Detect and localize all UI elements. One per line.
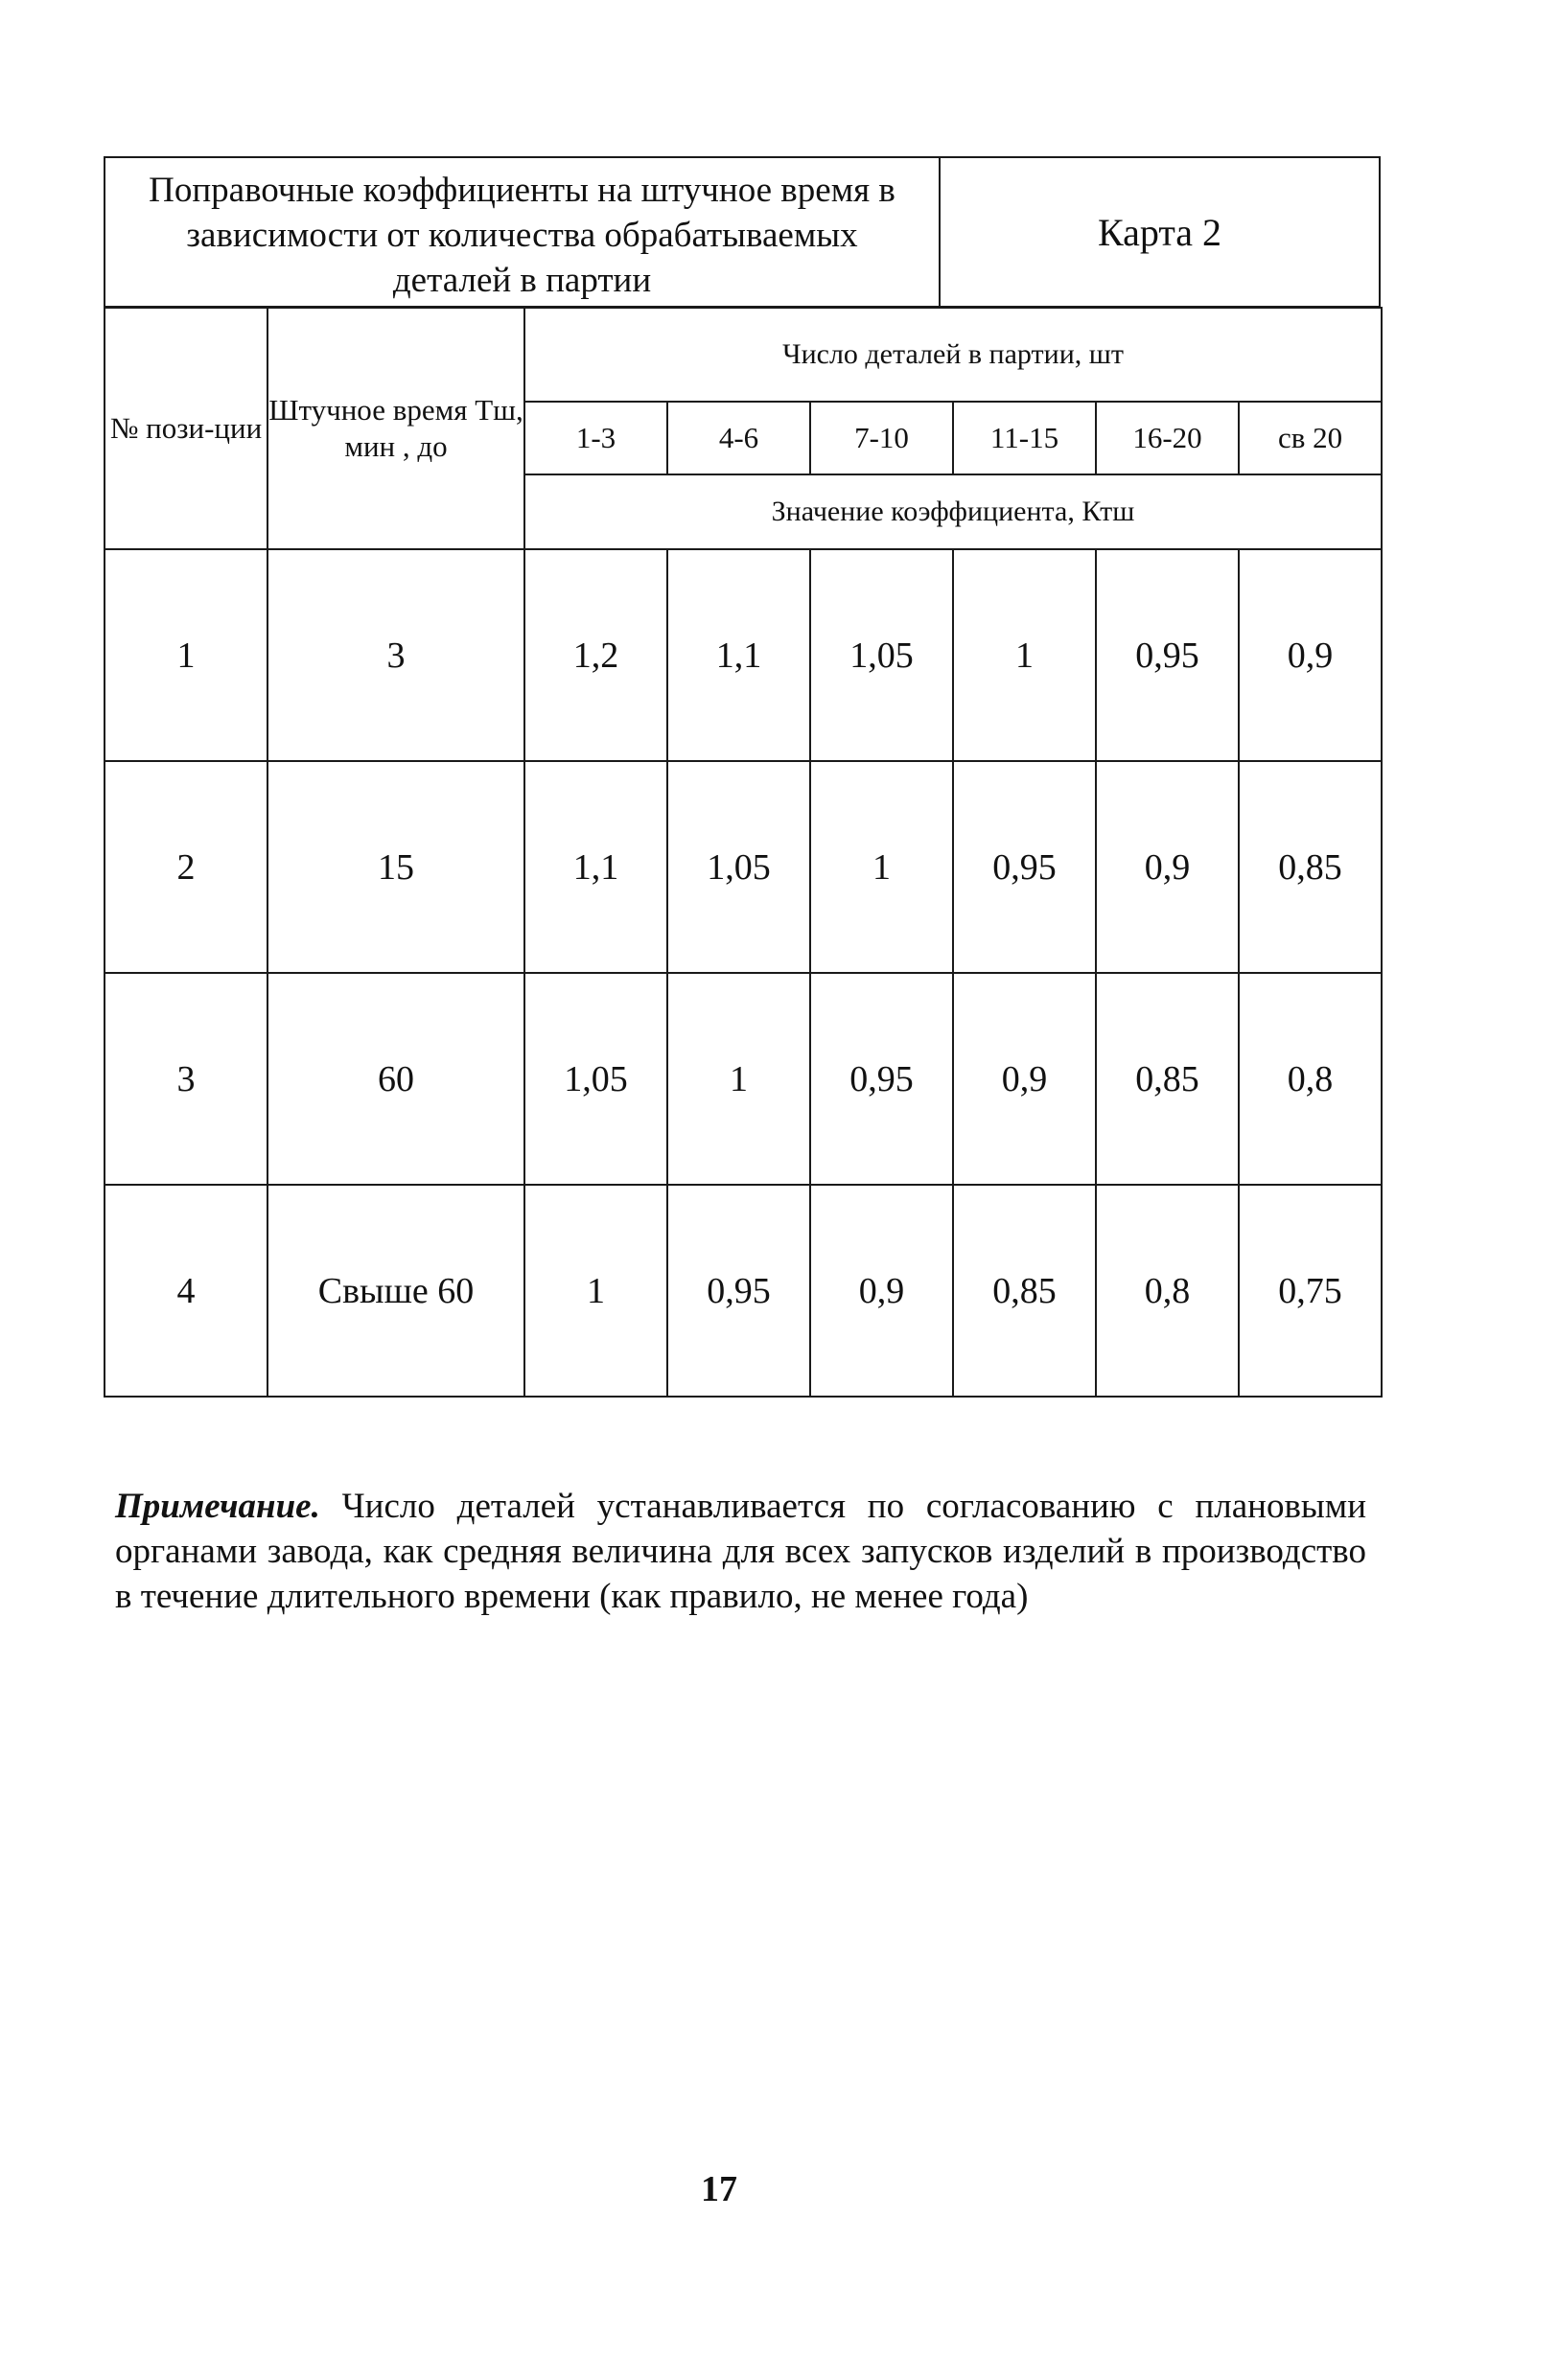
- cell-time: 3: [267, 549, 524, 761]
- cell-value: 0,8: [1239, 973, 1382, 1185]
- cell-value: 0,75: [1239, 1185, 1382, 1397]
- range-header: 4-6: [667, 402, 810, 474]
- cell-value: 1: [524, 1185, 667, 1397]
- cell-position: 4: [105, 1185, 267, 1397]
- header-piece-time: Штучное время Тш, мин , до: [267, 308, 524, 549]
- cell-value: 0,8: [1096, 1185, 1239, 1397]
- cell-value: 0,95: [667, 1185, 810, 1397]
- cell-time: 60: [267, 973, 524, 1185]
- cell-value: 0,9: [953, 973, 1096, 1185]
- cell-value: 0,9: [810, 1185, 953, 1397]
- header-batch-size: Число деталей в партии, шт: [524, 308, 1382, 402]
- cell-value: 0,85: [953, 1185, 1096, 1397]
- table-row: [105, 1185, 1382, 1397]
- header-coefficient-value: Значение коэффициента, Ктш: [524, 474, 1382, 549]
- header-position: № пози-ции: [105, 308, 267, 549]
- cell-value: 0,95: [953, 761, 1096, 973]
- note-paragraph: [115, 1484, 1366, 1619]
- cell-value: 1: [810, 761, 953, 973]
- cell-value: 1,05: [667, 761, 810, 973]
- table-row: [105, 973, 1382, 1185]
- cell-value: 1,1: [667, 549, 810, 761]
- cell-position: 2: [105, 761, 267, 973]
- note-label: Примечание.: [115, 1487, 320, 1526]
- cell-value: 0,95: [1096, 549, 1239, 761]
- cell-position: 3: [105, 973, 267, 1185]
- cell-value: 0,95: [810, 973, 953, 1185]
- cell-value: 0,85: [1096, 973, 1239, 1185]
- cell-value: 1,05: [810, 549, 953, 761]
- range-header: 7-10: [810, 402, 953, 474]
- coefficient-table: [104, 307, 1383, 1398]
- card-label: Карта 2: [1097, 210, 1222, 254]
- cell-value: 1: [667, 973, 810, 1185]
- page-number: 17: [701, 2169, 737, 2209]
- cell-value: 0,9: [1239, 549, 1382, 761]
- cell-value: 1,05: [524, 973, 667, 1185]
- range-header: 1-3: [524, 402, 667, 474]
- cell-time: Свыше 60: [267, 1185, 524, 1397]
- cell-value: 1,1: [524, 761, 667, 973]
- cell-position: 1: [105, 549, 267, 761]
- card-header: [104, 156, 1381, 308]
- cell-value: 1,2: [524, 549, 667, 761]
- table-row: [105, 549, 1382, 761]
- cell-value: 0,9: [1096, 761, 1239, 973]
- table-row: [105, 761, 1382, 973]
- cell-time: 15: [267, 761, 524, 973]
- cell-value: 0,85: [1239, 761, 1382, 973]
- range-header: св 20: [1239, 402, 1382, 474]
- range-header: 16-20: [1096, 402, 1239, 474]
- card-title: Поправочные коэффициенты на штучное время в зависимости от количества обрабатываемых деталей в партии: [105, 158, 941, 306]
- cell-value: 1: [953, 549, 1096, 761]
- note-text: Число деталей устанавливается по согласованию с плановыми органами завода, как средняя величина для всех запусков изделий в производство в течение длительного времени (как правило, не менее года): [115, 1487, 1366, 1616]
- range-header: 11-15: [953, 402, 1096, 474]
